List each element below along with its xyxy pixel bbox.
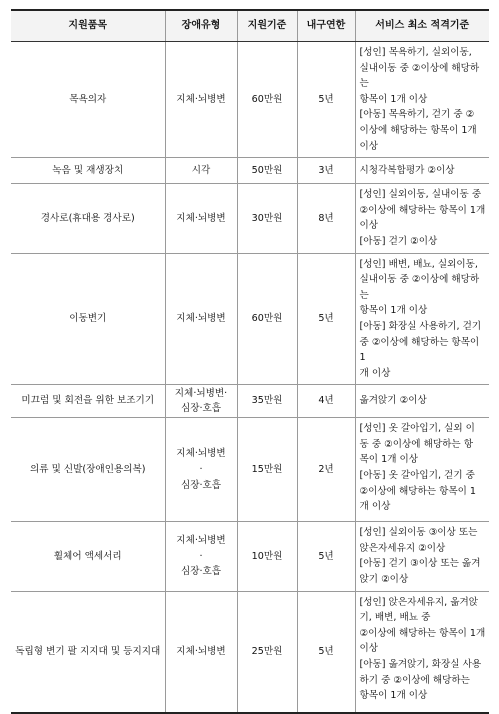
disability-type-line: 지체·뇌병변: [176, 535, 226, 547]
criteria-line: 실내이동 중 ②이상에 해당하는: [359, 62, 480, 90]
table-row: [11, 385, 489, 418]
criteria-line: [아동] 화장실 사용하기, 걷기: [359, 320, 482, 332]
cell-eligibility-criteria: [355, 253, 489, 385]
criteria-line: 개 이상: [359, 501, 391, 513]
cell-item: 의류 및 신발(장애인용의복): [11, 418, 165, 522]
cell-disability-type: [165, 591, 237, 713]
criteria-line: [아동] 목욕하기, 걷기 중 ②: [359, 109, 475, 121]
criteria-line: [아동] 옮겨앉기, 화장실 사용: [359, 659, 482, 671]
disability-type-line: 심장·호흡: [180, 479, 222, 491]
cell-disability-type: [165, 522, 237, 591]
criteria-line: [아동] 옷 갈아입기, 걷기 중: [359, 470, 475, 482]
support-items-table-container: [11, 9, 489, 714]
disability-type-line: ·: [199, 463, 203, 475]
criteria-line: 기, 배변, 배뇨 중: [359, 612, 431, 624]
criteria-line: 이상에 해당하는 항목이 1개 이상: [359, 124, 477, 152]
table-row: [11, 42, 489, 158]
disability-type-line: 지체·뇌병변: [176, 93, 226, 105]
cell-durability: 2년: [297, 418, 355, 522]
criteria-line: [아동] 걷기 ②이상: [359, 235, 438, 247]
criteria-line: 시청각복합평가 ②이상: [359, 164, 455, 176]
criteria-line: 이상: [359, 220, 379, 232]
header-support-amount: 지원기준: [237, 10, 297, 42]
table-row: [11, 591, 489, 713]
criteria-line: [성인] 목욕하기, 실외이동,: [359, 47, 472, 58]
cell-support-amount: 50만원: [237, 158, 297, 184]
cell-item: 이동변기: [11, 253, 165, 385]
criteria-line: 개 이상: [359, 367, 391, 379]
cell-eligibility-criteria: [355, 184, 489, 253]
table-row: [11, 158, 489, 184]
disability-type-line: 지체·뇌병변: [176, 646, 226, 658]
cell-eligibility-criteria: [355, 418, 489, 522]
criteria-line: ②이상에 해당하는 항목이 1개: [359, 627, 486, 639]
cell-item: 미끄럼 및 회전을 위한 보조기기: [11, 385, 165, 418]
disability-type-line: 심장·호흡: [180, 403, 222, 415]
criteria-line: 이상: [359, 643, 379, 655]
table-row: [11, 418, 489, 522]
header-item: 지원품목: [11, 10, 165, 42]
cell-support-amount: 35만원: [237, 385, 297, 418]
table-row: [11, 522, 489, 591]
header-eligibility-criteria: 서비스 최소 적격기준: [355, 10, 489, 42]
disability-type-line: 시각: [191, 164, 211, 176]
criteria-line: 목이 1개 이상: [359, 454, 419, 466]
criteria-line: [성인] 옷 갈아입기, 실외 이: [359, 423, 475, 435]
disability-type-line: 지체·뇌병변: [176, 212, 226, 224]
disability-type-line: 지체·뇌병변·: [174, 387, 228, 399]
criteria-line: [성인] 실외이동, 실내이동 중: [359, 189, 482, 201]
cell-support-amount: 60만원: [237, 253, 297, 385]
criteria-line: 앉은자세유지 ②이상: [359, 542, 446, 554]
disability-type-line: 지체·뇌병변: [176, 313, 226, 325]
disability-type-line: ·: [199, 550, 203, 562]
header-durability: 내구연한: [297, 10, 355, 42]
cell-durability: 5년: [297, 42, 355, 158]
criteria-line: 항목이 1개 이상: [359, 305, 428, 317]
criteria-line: 옮겨앉기 ②이상: [359, 395, 427, 407]
support-items-table: [11, 9, 489, 714]
header-disability-type: 장애유형: [165, 10, 237, 42]
cell-support-amount: 60만원: [237, 42, 297, 158]
cell-durability: 5년: [297, 522, 355, 591]
criteria-line: [아동] 걷기 ③이상 또는 옮겨: [359, 558, 481, 570]
cell-durability: 5년: [297, 253, 355, 385]
cell-durability: 4년: [297, 385, 355, 418]
cell-disability-type: [165, 184, 237, 253]
criteria-line: 앉기 ②이상: [359, 574, 409, 586]
cell-eligibility-criteria: [355, 522, 489, 591]
criteria-line: 항목이 1개 이상: [359, 93, 428, 105]
table-row: [11, 253, 489, 385]
criteria-line: 중 ②이상에 해당하는 항목이 1: [359, 336, 480, 364]
cell-eligibility-criteria: [355, 42, 489, 158]
disability-type-line: 심장·호흡: [180, 566, 222, 578]
table-row: [11, 184, 489, 253]
cell-item: 경사로(휴대용 경사로): [11, 184, 165, 253]
criteria-line: ②이상에 해당하는 항목이 1개: [359, 204, 486, 216]
cell-eligibility-criteria: [355, 591, 489, 713]
cell-support-amount: 10만원: [237, 522, 297, 591]
cell-disability-type: [165, 385, 237, 418]
cell-eligibility-criteria: [355, 158, 489, 184]
criteria-line: 하기 중 ②이상에 해당하는: [359, 674, 470, 686]
cell-disability-type: [165, 42, 237, 158]
criteria-line: 항목이 1개 이상: [359, 690, 428, 702]
cell-item: 목욕의자: [11, 42, 165, 158]
cell-eligibility-criteria: [355, 385, 489, 418]
cell-support-amount: 15만원: [237, 418, 297, 522]
criteria-line: [성인] 배변, 배뇨, 실외이동,: [359, 258, 478, 270]
criteria-line: 동 중 ②이상에 해당하는 항: [359, 438, 473, 450]
cell-support-amount: 30만원: [237, 184, 297, 253]
criteria-line: 실내이동 중 ②이상에 해당하는: [359, 274, 480, 301]
cell-disability-type: [165, 253, 237, 385]
cell-disability-type: [165, 418, 237, 522]
disability-type-line: 지체·뇌병변: [176, 448, 226, 460]
table-header-row: [11, 10, 489, 42]
criteria-line: [성인] 실외이동 ③이상 또는: [359, 527, 478, 539]
cell-disability-type: [165, 158, 237, 184]
criteria-line: ②이상에 해당하는 항목이 1: [359, 485, 477, 497]
cell-durability: 8년: [297, 184, 355, 253]
cell-durability: 3년: [297, 158, 355, 184]
cell-item: 녹음 및 재생장치: [11, 158, 165, 184]
criteria-line: [성인] 앉은자세유지, 옮겨앉: [359, 596, 479, 608]
cell-item: 휠체어 액세서리: [11, 522, 165, 591]
cell-support-amount: 25만원: [237, 591, 297, 713]
cell-durability: 5년: [297, 591, 355, 713]
cell-item: 독립형 변기 팔 지지대 및 등지지대: [11, 591, 165, 713]
table-body: [11, 42, 489, 714]
